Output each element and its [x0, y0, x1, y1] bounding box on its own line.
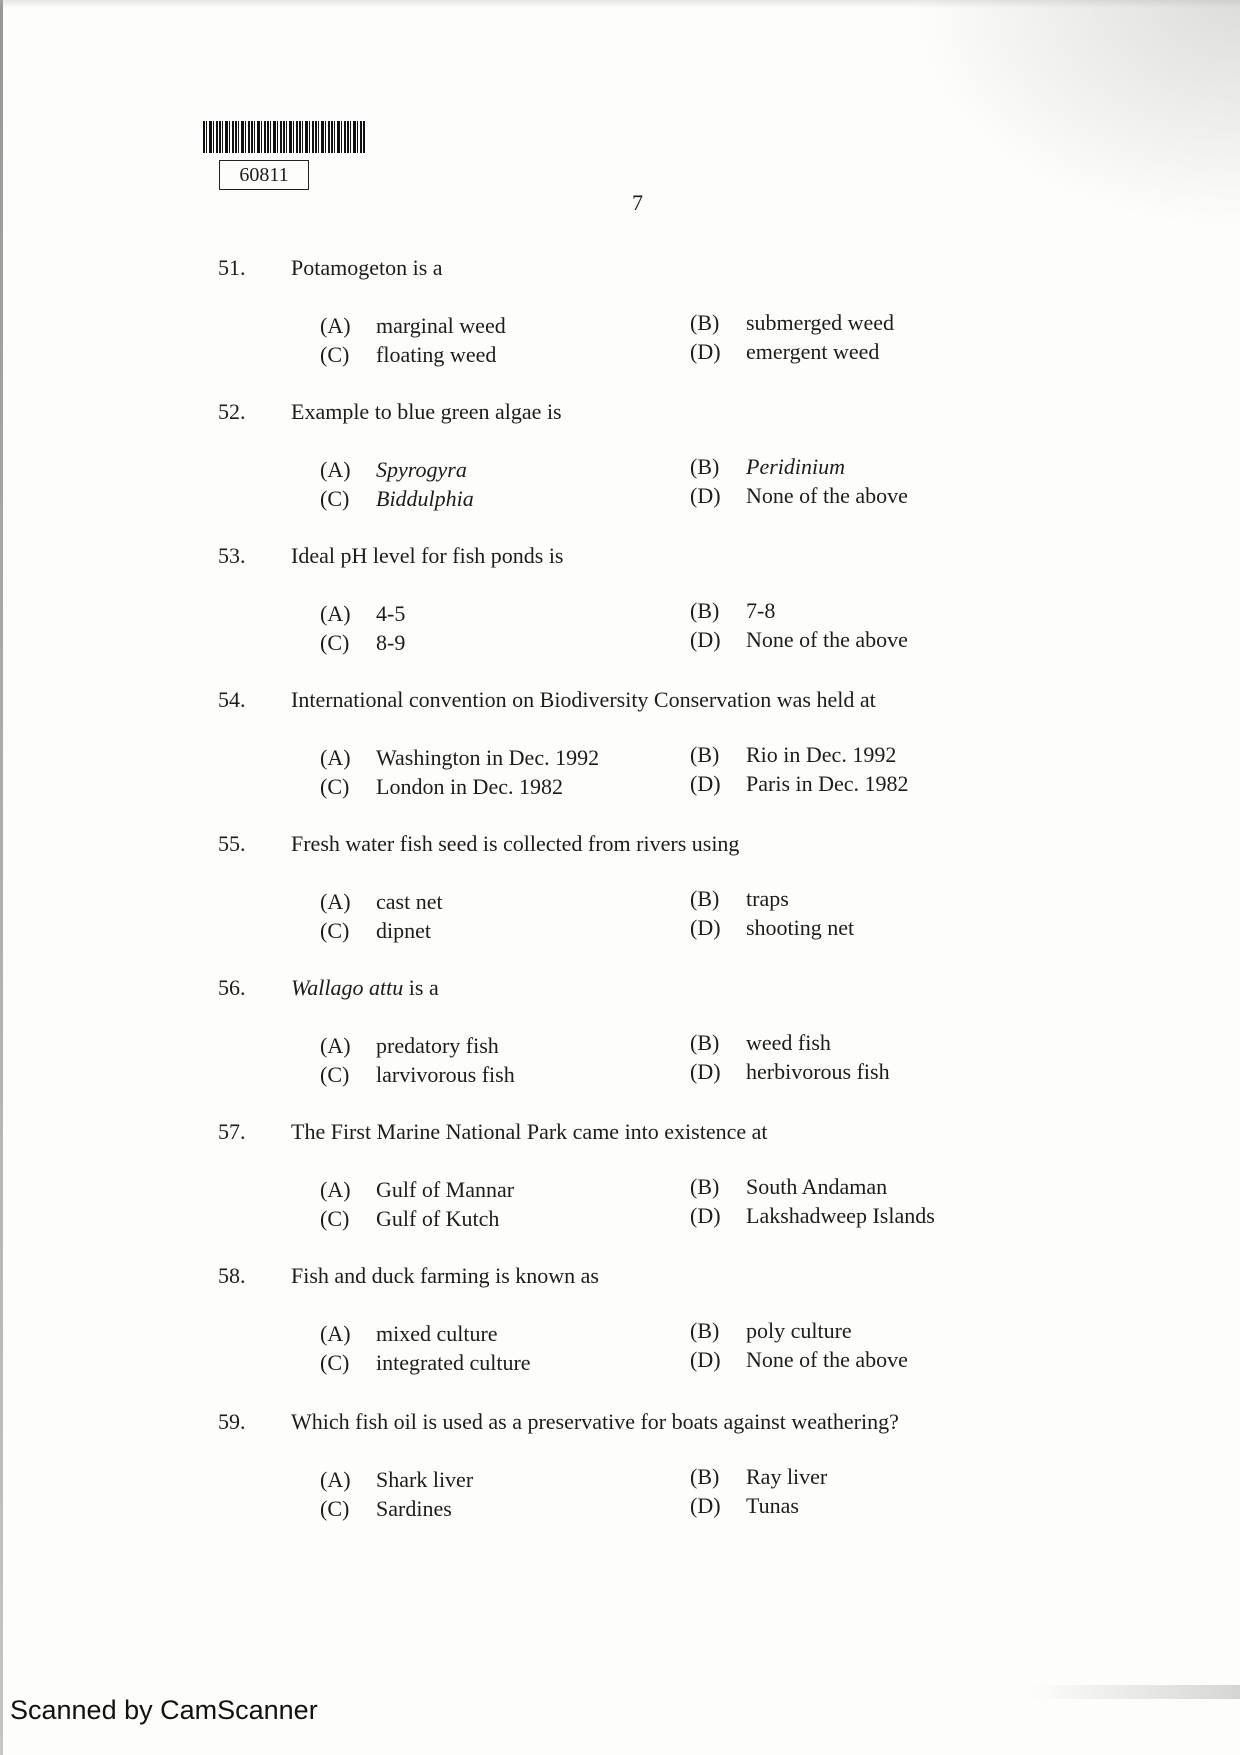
question-text: Ideal pH level for fish ponds is — [291, 543, 564, 568]
option-d: (D) Lakshadweep Islands — [690, 1203, 935, 1228]
option-d: (D) None of the above — [690, 1347, 908, 1372]
question-53 — [0, 543, 1240, 673]
question-51 — [0, 255, 1240, 385]
question-number: 54. — [218, 687, 246, 712]
question-55 — [0, 831, 1240, 961]
option-c: (C) dipnet — [320, 918, 431, 943]
option-c: (C) Sardines — [320, 1496, 452, 1521]
option-a: (A) Gulf of Mannar — [320, 1177, 515, 1202]
option-b: (B) submerged weed — [690, 310, 895, 335]
option-d: (D) herbivorous fish — [690, 1059, 890, 1084]
scanner-watermark: Scanned by CamScanner — [10, 1695, 318, 1725]
question-56 — [0, 975, 1240, 1105]
option-b: (B) weed fish — [690, 1030, 831, 1055]
option-d: (D) None of the above — [690, 627, 908, 652]
page-number: 7 — [632, 190, 643, 215]
option-b: (B) traps — [690, 886, 789, 911]
option-c: (C) London in Dec. 1982 — [320, 774, 563, 799]
option-c: (C) integrated culture — [320, 1350, 531, 1375]
barcode — [203, 121, 365, 153]
option-d: (D) Tunas — [690, 1493, 799, 1518]
scan-shadow-bottom — [1030, 1685, 1240, 1699]
question-text: Fish and duck farming is known as — [291, 1263, 599, 1288]
option-c: (C) Gulf of Kutch — [320, 1206, 500, 1231]
option-d: (D) emergent weed — [690, 339, 880, 364]
question-59 — [0, 1409, 1240, 1539]
question-57 — [0, 1119, 1240, 1249]
question-number: 51. — [218, 255, 246, 280]
option-a: (A) cast net — [320, 889, 443, 914]
question-number: 58. — [218, 1263, 246, 1288]
option-a: (A) mixed culture — [320, 1321, 498, 1346]
option-b: (B) Ray liver — [690, 1464, 828, 1489]
question-58 — [0, 1263, 1240, 1393]
question-number: 59. — [218, 1409, 246, 1434]
option-d: (D) None of the above — [690, 483, 908, 508]
question-text: Which fish oil is used as a preservative for boats against weathering? — [291, 1409, 899, 1434]
option-d: (D) Paris in Dec. 1982 — [690, 771, 909, 796]
option-c: (C) 8-9 — [320, 630, 406, 655]
option-b: (B) Rio in Dec. 1992 — [690, 742, 897, 767]
option-b: (B) Peridinium — [690, 454, 845, 479]
paper-code: 60811 — [219, 160, 309, 190]
option-c: (C) Biddulphia — [320, 486, 474, 511]
question-52 — [0, 399, 1240, 529]
option-b: (B) South Andaman — [690, 1174, 888, 1199]
option-a: (A) Shark liver — [320, 1467, 474, 1492]
option-c: (C) larvivorous fish — [320, 1062, 515, 1087]
question-54 — [0, 687, 1240, 817]
option-a: (A) Spyrogyra — [320, 457, 467, 482]
option-b: (B) 7-8 — [690, 598, 776, 623]
option-b: (B) poly culture — [690, 1318, 852, 1343]
option-a: (A) predatory fish — [320, 1033, 499, 1058]
question-text: Fresh water fish seed is collected from rivers using — [291, 831, 740, 856]
question-text: Potamogeton is a — [291, 255, 443, 280]
question-text: Wallago attu is a — [291, 975, 439, 1000]
option-c: (C) floating weed — [320, 342, 497, 367]
question-number: 57. — [218, 1119, 246, 1144]
question-text: The First Marine National Park came into existence at — [291, 1119, 768, 1144]
question-number: 56. — [218, 975, 246, 1000]
question-text: International convention on Biodiversity Conservation was held at — [291, 687, 876, 712]
option-a: (A) Washington in Dec. 1992 — [320, 745, 600, 770]
option-d: (D) shooting net — [690, 915, 855, 940]
option-a: (A) 4-5 — [320, 601, 406, 626]
option-a: (A) marginal weed — [320, 313, 506, 338]
question-number: 52. — [218, 399, 246, 424]
scan-shadow-corner — [910, 0, 1240, 230]
question-number: 55. — [218, 831, 246, 856]
question-number: 53. — [218, 543, 246, 568]
question-text: Example to blue green algae is — [291, 399, 562, 424]
